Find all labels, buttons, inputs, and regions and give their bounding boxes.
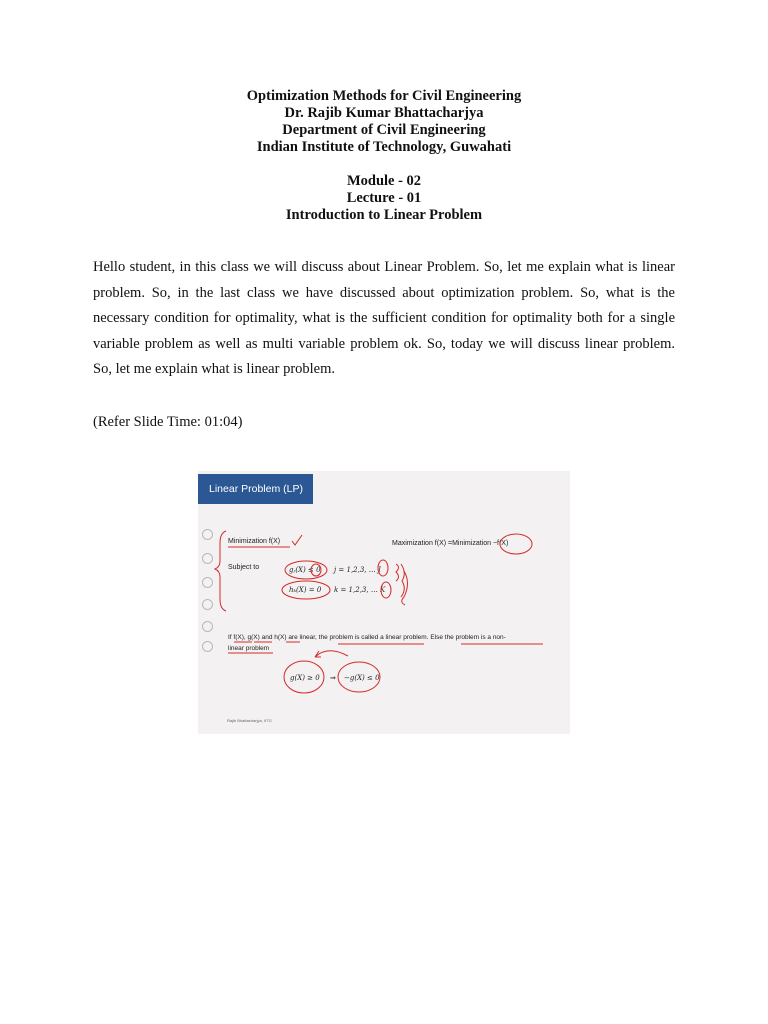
slide-title: Linear Problem (LP)	[198, 474, 313, 504]
handwritten-annotations	[198, 471, 570, 734]
lecture-slide	[198, 471, 570, 734]
subject-to-label: Subject to	[228, 564, 260, 571]
maximization-equivalence: Maximization f(X) =Minimization −f(X)	[392, 540, 509, 547]
slide-credit: Rajib Bhattacharjya, IITG	[227, 718, 272, 723]
department-name: Department of Civil Engineering	[282, 122, 486, 138]
lecture-number: Lecture - 01	[346, 190, 422, 206]
intro-paragraph: Hello student, in this class we will discuss about Linear Problem. So, let me explain what is linear problem. So, in the last class we have discussed about optimization problem. So, what is the necessary condition for optimality, what is the sufficient condition for optimality both for a single variable problem as well as multi variable problem ok. So, today we will discuss linear problem. So, let me explain what is linear problem.	[93, 259, 675, 377]
linearity-statement-continued: linear problem	[228, 645, 270, 652]
slide-time-reference: (Refer Slide Time: 01:04)	[93, 414, 243, 430]
constraint-ge: g(X) ≥ 0	[290, 674, 320, 682]
implies-arrow: ⇒	[330, 675, 336, 682]
linearity-statement: If f(X), g(X) and h(X) are linear, the problem is called a linear problem. Else the problem is a non-	[228, 634, 506, 641]
instructor-name: Dr. Rajib Kumar Bhattacharjya	[284, 105, 484, 121]
minimization-label: Minimization f(X)	[228, 538, 281, 545]
inequality-constraint: gⱼ(X) ≤ 0	[289, 566, 321, 574]
equality-constraint: hₖ(X) = 0	[289, 586, 322, 594]
constraint-le: −g(X) ≤ 0	[344, 674, 380, 682]
equality-index-range: k = 1,2,3, … K	[334, 586, 386, 594]
document-header	[0, 88, 768, 224]
lecture-topic: Introduction to Linear Problem	[285, 207, 483, 223]
course-title: Optimization Methods for Civil Engineering	[246, 88, 522, 104]
institute-name: Indian Institute of Technology, Guwahati	[256, 139, 512, 155]
module-number: Module - 02	[346, 173, 422, 189]
inequality-index-range: j = 1,2,3, … J	[334, 566, 381, 574]
